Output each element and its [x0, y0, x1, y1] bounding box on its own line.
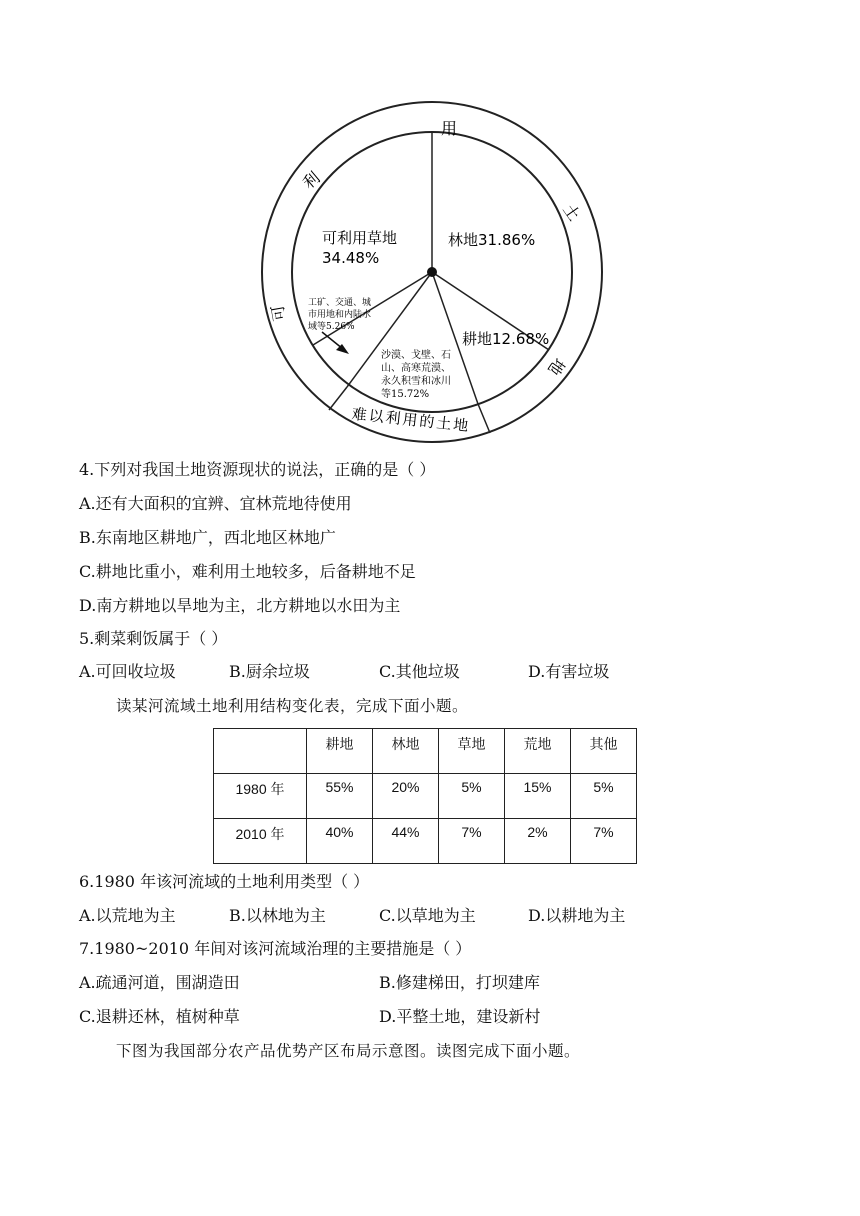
q6-option-d: D.以耕地为主	[528, 906, 626, 925]
land-use-pie-chart	[0, 0, 860, 450]
table-cell: 5%	[439, 774, 505, 819]
ring-label-bottom: 难以利用的土地	[350, 404, 472, 436]
q6-option-a: A.以荒地为主	[79, 906, 176, 925]
table-header-cell: 耕地	[307, 729, 373, 774]
q4-option-c: C.耕地比重小，难利用土地较多，后备耕地不足	[79, 562, 416, 581]
q5-option-b: B.厨余垃圾	[229, 662, 310, 681]
table-cell: 7%	[571, 819, 637, 864]
table-header-cell: 林地	[373, 729, 439, 774]
slice-label-urban-line1: 工矿、交通、城	[308, 298, 372, 308]
table-cell: 40%	[307, 819, 373, 864]
slice-label-desert-line2: 山、高寒荒漠、	[381, 363, 451, 374]
ring-divider-right	[478, 404, 490, 433]
table-cell: 7%	[439, 819, 505, 864]
table-cell: 1980 年	[214, 774, 307, 819]
table-cell: 55%	[307, 774, 373, 819]
ring-label-right-bottom: 地	[544, 354, 569, 379]
slice-label-desert-line4: 等15.72%	[381, 389, 430, 400]
slice-label-desert-line1: 沙漠、戈壁、石	[381, 350, 451, 361]
slice-label-urban-line2: 市用地和内陆水	[308, 310, 372, 320]
slice-label-forest: 林地31.86%	[448, 231, 536, 249]
q4-stem: 4.下列对我国土地资源现状的说法，正确的是（ ）	[79, 460, 436, 479]
q6-option-c: C.以草地为主	[379, 906, 476, 925]
table-cell: 20%	[373, 774, 439, 819]
slice-line-left	[313, 272, 432, 345]
q6-stem: 6.1980 年该河流域的土地利用类型（ ）	[79, 872, 370, 891]
slice-label-desert-line3: 永久积雪和冰川	[381, 376, 451, 387]
map-intro: 下图为我国部分农产品优势产区布局示意图。读图完成下面小题。	[116, 1042, 581, 1060]
table-cell: 44%	[373, 819, 439, 864]
table-row	[214, 774, 637, 819]
ring-label-left-bottom: 可	[267, 303, 290, 323]
q4-option-d: D.南方耕地以旱地为主，北方耕地以水田为主	[79, 596, 401, 615]
q5-option-a: A.可回收垃圾	[79, 662, 176, 681]
q6-option-b: B.以林地为主	[229, 906, 326, 925]
table-header-cell	[214, 729, 307, 774]
table-cell: 15%	[505, 774, 571, 819]
q7-option-b: B.修建梯田，打坝建库	[379, 973, 540, 992]
q7-stem: 7.1980~2010 年间对该河流域治理的主要措施是（ ）	[79, 939, 472, 958]
table-header-row	[214, 729, 637, 774]
slice-label-grass-line1: 可利用草地	[322, 229, 398, 247]
q4-option-a: A.还有大面积的宜辨、宜林荒地待使用	[79, 494, 352, 513]
slice-label-urban-line3: 域等5.26%	[308, 322, 355, 332]
table-cell: 5%	[571, 774, 637, 819]
table-cell: 2010 年	[214, 819, 307, 864]
slice-label-grass-line2: 34.48%	[322, 249, 380, 267]
land-use-table	[213, 728, 637, 864]
table-header-cell: 荒地	[505, 729, 571, 774]
q4-option-b: B.东南地区耕地广，西北地区林地广	[79, 528, 336, 547]
q5-option-c: C.其他垃圾	[379, 662, 460, 681]
table-cell: 2%	[505, 819, 571, 864]
table-header-cell: 其他	[571, 729, 637, 774]
ring-label-left-top: 利	[299, 167, 324, 193]
q7-option-d: D.平整土地，建设新村	[379, 1007, 541, 1026]
ring-label-right-top: 土	[559, 200, 584, 225]
pie-center-dot	[427, 267, 437, 277]
slice-label-cropland: 耕地12.68%	[462, 330, 550, 348]
q7-option-a: A.疏通河道，围湖造田	[79, 973, 240, 992]
q7-option-c: C.退耕还林，植树种草	[79, 1007, 240, 1026]
ring-divider-left	[329, 387, 347, 410]
table-header-cell: 草地	[439, 729, 505, 774]
q5-option-d: D.有害垃圾	[528, 662, 610, 681]
q5-stem: 5.剩菜剩饭属于（ ）	[79, 629, 228, 648]
table-intro: 读某河流域土地利用结构变化表，完成下面小题。	[116, 697, 469, 715]
ring-label-top: 用	[440, 119, 458, 138]
table-row	[214, 819, 637, 864]
